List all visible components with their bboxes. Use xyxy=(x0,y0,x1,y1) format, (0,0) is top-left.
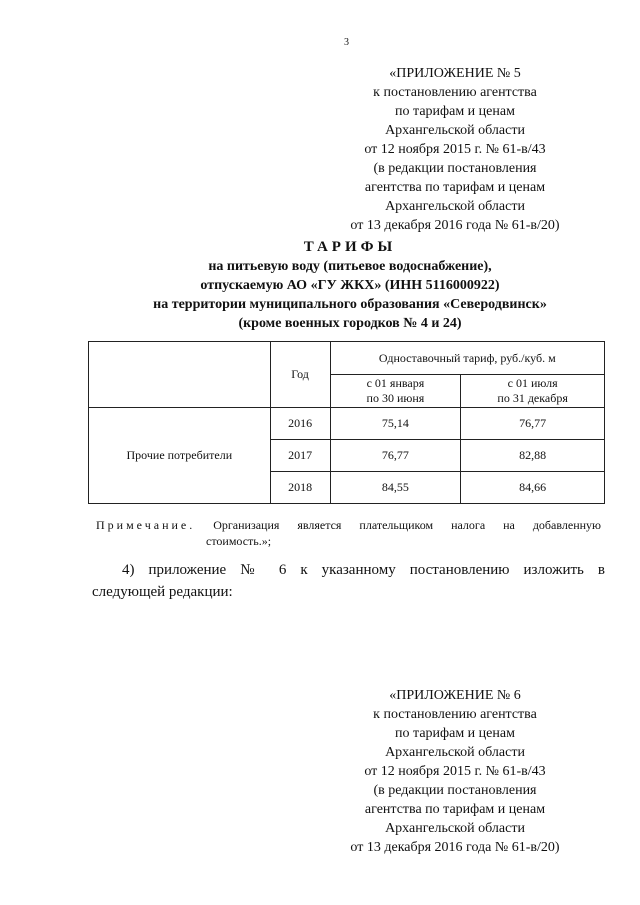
appendix-line: к постановлению агентства xyxy=(373,707,537,722)
note-word: добавленную xyxy=(532,518,601,532)
appendix-line: «ПРИЛОЖЕНИЕ № 6 xyxy=(389,688,521,703)
header-tariff: Одноставочный тариф, руб./куб. м xyxy=(330,342,604,375)
note-word: налога xyxy=(451,518,486,532)
tariff-h2-cell: 84,66 xyxy=(461,472,605,504)
appendix-6-header xyxy=(330,686,580,857)
tariff-h2-cell: 76,77 xyxy=(461,408,605,440)
tariff-h1-cell: 75,14 xyxy=(330,408,461,440)
paragraph-line-1: 4) приложение № 6 к указанному постановлению изложить в xyxy=(122,562,605,578)
appendix-line: (в редакции постановления xyxy=(373,783,537,798)
period-1-to: по 30 июня xyxy=(366,391,425,405)
appendix-line: Архангельской области xyxy=(385,123,525,138)
period-2-from: с 01 июля xyxy=(507,376,558,390)
note-word: на xyxy=(503,518,515,532)
period-2-to: по 31 декабря xyxy=(497,391,568,405)
appendix-line: от 12 ноября 2015 г. № 61-в/43 xyxy=(364,764,546,779)
period-1-from: с 01 января xyxy=(366,376,425,390)
appendix-line: Архангельской области xyxy=(385,199,525,214)
year-cell: 2016 xyxy=(270,408,330,440)
appendix-line: агентства по тарифам и ценам xyxy=(364,802,546,817)
note-label: Примечание. xyxy=(96,518,196,532)
appendix-line: агентства по тарифам и ценам xyxy=(364,180,546,195)
paragraph-line-2: следующей редакции: xyxy=(92,584,233,600)
appendix-line: от 13 декабря 2016 года № 61-в/20) xyxy=(350,840,560,855)
note-word: плательщиком xyxy=(359,518,434,532)
tariff-h1-cell: 76,77 xyxy=(330,440,461,472)
tariff-h2-cell: 82,88 xyxy=(461,440,605,472)
page-number: 3 xyxy=(344,37,349,48)
note-word: является xyxy=(297,518,342,532)
appendix-line: (в редакции постановления xyxy=(373,161,537,176)
note-word: Организация xyxy=(213,518,280,532)
header-year: Год xyxy=(270,342,330,408)
appendix-line: по тарифам и ценам xyxy=(395,726,515,741)
tariff-h1-cell: 84,55 xyxy=(330,472,461,504)
appendix-line: по тарифам и ценам xyxy=(395,104,515,119)
title-heading: ТАРИФЫ xyxy=(303,239,397,255)
amendment-paragraph xyxy=(92,559,605,603)
note xyxy=(96,517,601,549)
appendix-line: от 12 ноября 2015 г. № 61-в/43 xyxy=(364,142,546,157)
table-row xyxy=(89,408,605,440)
tariff-title xyxy=(80,238,620,333)
appendix-5-header xyxy=(330,64,580,235)
tariff-table xyxy=(88,341,605,504)
title-line: отпускаемую АО «ГУ ЖКХ» (ИНН 5116000922) xyxy=(200,278,500,293)
appendix-line: к постановлению агентства xyxy=(373,85,537,100)
year-cell: 2017 xyxy=(270,440,330,472)
appendix-line: «ПРИЛОЖЕНИЕ № 5 xyxy=(389,66,521,81)
consumer-cell: Прочие потребители xyxy=(89,408,271,504)
title-line: (кроме военных городков № 4 и 24) xyxy=(238,316,462,331)
note-line-2: стоимость.»; xyxy=(206,534,272,548)
appendix-line: от 13 декабря 2016 года № 61-в/20) xyxy=(350,218,560,233)
table-header-row xyxy=(89,342,605,375)
header-period-1 xyxy=(330,375,461,408)
title-line: на территории муниципального образования «Северодвинск» xyxy=(153,297,547,312)
appendix-line: Архангельской области xyxy=(385,745,525,760)
header-empty-cell xyxy=(89,342,271,408)
header-period-2 xyxy=(461,375,605,408)
year-cell: 2018 xyxy=(270,472,330,504)
note-line-1 xyxy=(96,517,601,533)
title-line: на питьевую воду (питьевое водоснабжение), xyxy=(208,259,492,274)
appendix-line: Архангельской области xyxy=(385,821,525,836)
